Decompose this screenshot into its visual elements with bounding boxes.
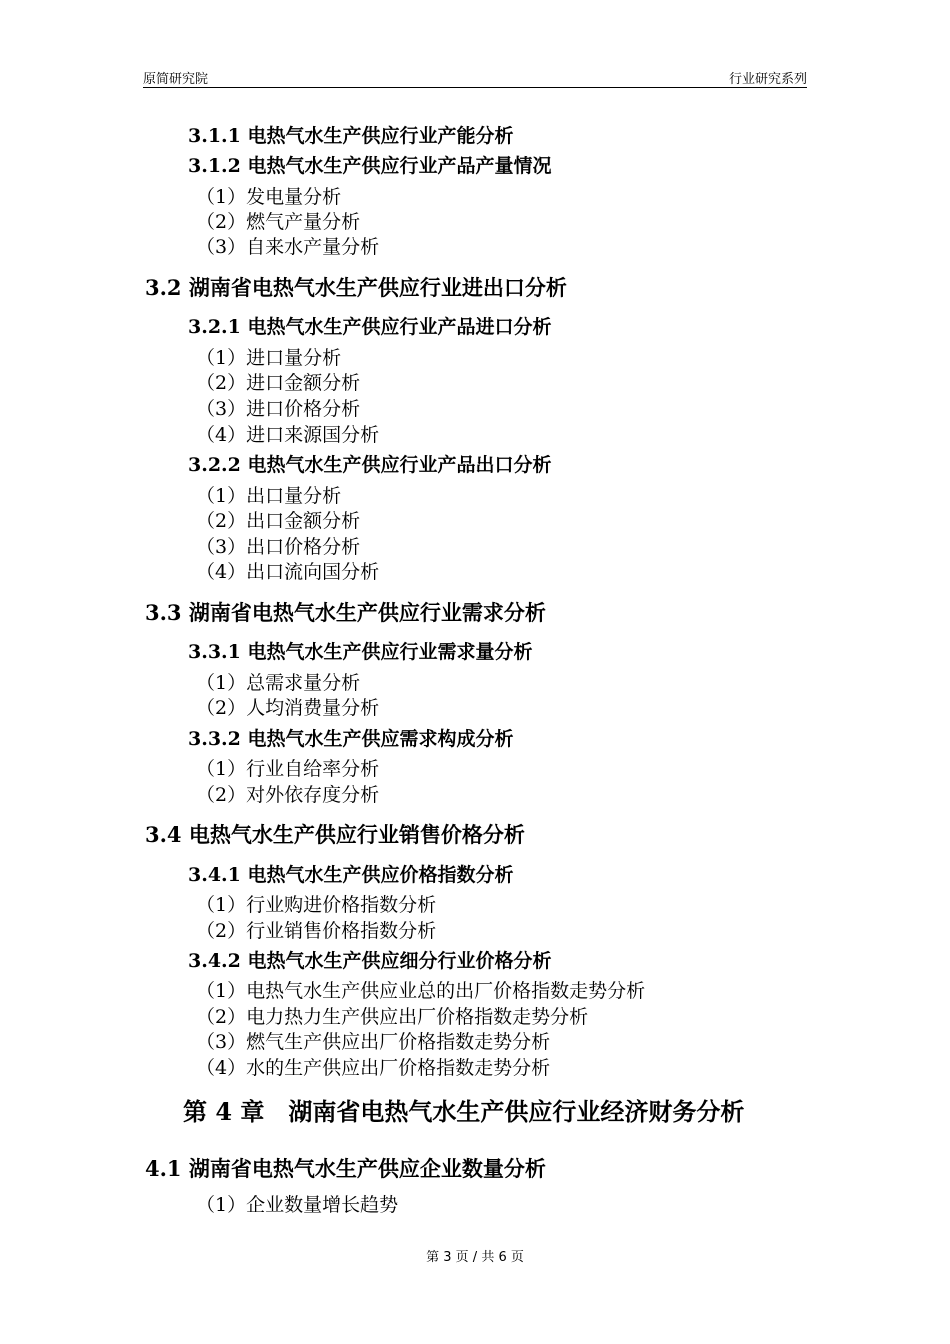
toc-list-item: （3）出口价格分析 [196,536,361,558]
toc-list-item: （1）进口量分析 [196,347,342,369]
toc-section-heading: 3.4 电热气水生产供应行业销售价格分析 [145,822,525,847]
toc-subsection-heading: 3.4.2 电热气水生产供应细分行业价格分析 [188,950,552,972]
toc-list-item: （4）出口流向国分析 [196,561,380,583]
toc-list-item: （1）出口量分析 [196,485,342,507]
toc-subsection-heading: 3.1.1 电热气水生产供应行业产能分析 [188,125,514,147]
toc-subsection-heading: 3.2.2 电热气水生产供应行业产品出口分析 [188,454,552,476]
toc-list-item: （3）燃气生产供应出厂价格指数走势分析 [196,1031,551,1053]
toc-list-item: （1）行业购进价格指数分析 [196,894,437,916]
toc-list-item: （1）行业自给率分析 [196,758,380,780]
toc-list-item: （2）出口金额分析 [196,510,361,532]
toc-list-item: （1）发电量分析 [196,186,342,208]
header-right-text: 行业研究系列 [728,72,807,87]
header-left-text: 原简研究院 [143,72,209,87]
header-divider [143,87,807,88]
toc-section-heading: 4.1 湖南省电热气水生产供应企业数量分析 [145,1156,546,1181]
toc-list-item: （2）人均消费量分析 [196,697,380,719]
toc-section-heading: 3.3 湖南省电热气水生产供应行业需求分析 [145,600,546,625]
toc-list-item: （3）进口价格分析 [196,398,361,420]
toc-section-heading: 3.2 湖南省电热气水生产供应行业进出口分析 [145,275,567,300]
toc-chapter-heading: 第 4 章 湖南省电热气水生产供应行业经济财务分析 [183,1097,745,1126]
page-footer: 第 3 页 / 共 6 页 [426,1250,524,1265]
toc-list-item: （1）电热气水生产供应业总的出厂价格指数走势分析 [196,980,646,1002]
toc-list-item: （2）进口金额分析 [196,372,361,394]
toc-subsection-heading: 3.3.1 电热气水生产供应行业需求量分析 [188,641,533,663]
toc-list-item: （4）水的生产供应出厂价格指数走势分析 [196,1057,551,1079]
toc-list-item: （1）总需求量分析 [196,672,361,694]
toc-list-item: （2）电力热力生产供应出厂价格指数走势分析 [196,1006,589,1028]
toc-subsection-heading: 3.4.1 电热气水生产供应价格指数分析 [188,864,514,886]
toc-list-item: （3）自来水产量分析 [196,236,380,258]
toc-subsection-heading: 3.3.2 电热气水生产供应需求构成分析 [188,728,514,750]
toc-subsection-heading: 3.2.1 电热气水生产供应行业产品进口分析 [188,316,552,338]
toc-list-item: （1）企业数量增长趋势 [196,1194,399,1216]
toc-list-item: （4）进口来源国分析 [196,424,380,446]
toc-subsection-heading: 3.1.2 电热气水生产供应行业产品产量情况 [188,155,552,177]
toc-list-item: （2）对外依存度分析 [196,784,380,806]
toc-list-item: （2）行业销售价格指数分析 [196,920,437,942]
toc-list-item: （2）燃气产量分析 [196,211,361,233]
